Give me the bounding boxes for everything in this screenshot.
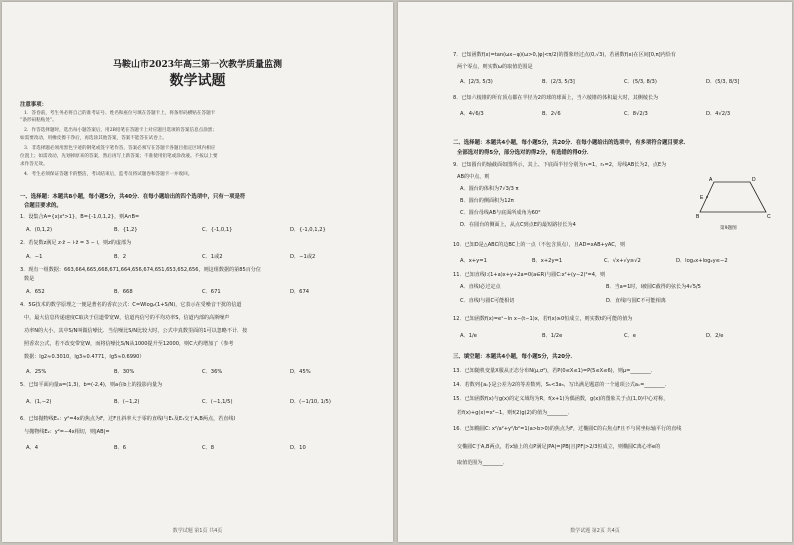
question-1: 1．设集合A={x|x²>1}，B={-1,0,1,2}，则A∩B= <box>20 214 140 220</box>
option: D．10 <box>290 445 306 451</box>
question-4-cont-1: 中，最大信息传递速度C取决于信道带宽W，信道内信号的平均功率S，信道内部的高斯噪声 <box>24 315 230 321</box>
section-1-heading-cont: 合题目要求的。 <box>24 203 62 209</box>
question-3-cont: 数是 <box>24 276 35 282</box>
option: D．(5/3, 8/3] <box>706 79 740 85</box>
option: C．(−1,1/5) <box>202 399 233 405</box>
option: A．−1 <box>26 254 43 260</box>
option: A．1/e <box>460 333 477 339</box>
question-3: 3．现有一组数据：663,664,665,668,671,664,656,674,651,653,652,656，则这组数据的第85百分位 <box>20 267 261 273</box>
point-label-e: E <box>700 195 704 201</box>
question-4: 4．5G技术的数学原理之一便是著名的香农公式：C=Wlog₂(1+S/N)，它表示在受噪音干扰的信道 <box>20 302 242 308</box>
exam-page-1 <box>2 2 393 542</box>
option: A．(1,−2) <box>26 399 52 405</box>
question-16-cont-2: 取值范围为________． <box>457 460 508 466</box>
option: C．e <box>624 333 637 339</box>
option: C．{-1,0,1} <box>202 227 233 233</box>
option: A．[2/3, 5/3) <box>460 79 493 85</box>
question-9-option-d: D．在圆台的侧面上，从点C到点E的最短路径长为4 <box>460 222 576 228</box>
section-2-heading-cont: 全部选对的得5分，部分选对的得2分，有选错的得0分． <box>457 150 593 156</box>
exam-subtitle: 数学试题 <box>169 73 226 89</box>
option: C．36% <box>202 369 223 375</box>
question-15: 15．已知函数f(x)与g(x)的定义域均为R，f(x+1)为偶函数，g(x)的图象关于点(1,0)中心对称， <box>453 396 669 402</box>
option: B．2 <box>114 254 127 260</box>
question-14: 14．若数列{aₙ}是公差为2的等差数列，S₅<3a₃，写出满足题意的一个通项公式aₙ=________． <box>453 382 670 388</box>
vertex-label-a: A <box>709 177 713 183</box>
question-11: 11．已知直线l:(1+a)x+y+2a=0(a∈R)与圆C:x²+(y−2)²=4，则 <box>453 272 606 278</box>
option: B．x+2y=1 <box>532 258 563 264</box>
option: B．(2/3, 5/3] <box>542 79 575 85</box>
option: A．x+y=1 <box>460 258 487 264</box>
option: B．2√6 <box>542 111 561 117</box>
question-11-option-d: D．直线l与圆C不可能相离 <box>606 298 666 304</box>
question-7-cont: 两个零点，则实数ω的取值范围是 <box>457 64 533 70</box>
question-4-cont-3: 照香农公式，若不改变带宽W，而将信噪比S/N从1000提升至12000，则C大约增加了（参考 <box>24 341 234 347</box>
question-2: 2．若复数z满足 z·z̄ − i·z̄ = 3 − i，则z的虚部为 <box>20 240 132 246</box>
vertex-label-b: B <box>696 214 700 220</box>
vertex-label-c: C <box>767 214 771 220</box>
option: D．{-1,0,1,2} <box>290 227 326 233</box>
question-11-option-b: B．当a=1时，l被圆C截得的弦长为4√5/5 <box>606 284 701 290</box>
notice-line-8: 4．考生必须保证答题卡的整洁，考试结束后，监考员将试题卷和答题卡一并收回。 <box>24 172 193 177</box>
option: D．674 <box>290 289 310 295</box>
question-11-option-a: A．直线l必过定点 <box>460 284 501 290</box>
question-9-option-c: C．圆台母线AB与底面所成角为60° <box>460 210 541 216</box>
question-9: 9．已知圆台的轴截面如图所示，其上、下底面半径分别为r₁=1，r₂=2，母线AB长为2，点E为 <box>453 162 667 168</box>
option: B．1/2e <box>542 333 563 339</box>
option: C．8 <box>202 445 215 451</box>
option: A．25% <box>26 369 47 375</box>
notice-line-3: 2．作答选择题时，选出每小题答案后，用2B铅笔在答题卡上对应题目选项的答案信息点涂黑； <box>24 128 217 133</box>
question-16: 16．已知椭圆C: x²/a²+y²/b²=1(a>b>0)的焦点为F，过椭圆C的右焦点F且不与同坐标轴平行的直线 <box>453 426 682 432</box>
section-2-heading: 二、选择题：本题共4小题，每小题5分，共20分．在每小题给出的选项中，有多项符合题目要求． <box>453 140 690 146</box>
option: C．√x+√y≥√2 <box>604 258 641 264</box>
option: C．(5/3, 8/3) <box>624 79 657 85</box>
option: B．6 <box>114 445 127 451</box>
notice-heading: 注意事项： <box>20 102 47 108</box>
section-1-heading: 一、选择题：本题共8小题，每小题5分，共40分．在每小题给出的四个选项中，只有一项是符 <box>20 194 246 200</box>
notice-line-5: 3．非选择题必须用黑色字迹的钢笔或签字笔作答，答案必须写在答题卡各题目指定区域内相应 <box>24 146 216 151</box>
question-6: 6．已知抛物线E₁：y²=4x的焦点为F，过F且斜率大于零的直线l与E₁及E₁交于A,B两点，若直线l <box>20 416 235 422</box>
option: B．668 <box>114 289 133 295</box>
question-5: 5．已知平面向量a=(1,3)，b=(-2,4)，则a在b上的投影向量为 <box>20 382 163 388</box>
question-11-option-c: C．直线l与圆C可能相切 <box>460 298 515 304</box>
option: D．(−1/10, 1/5) <box>290 399 331 405</box>
option: D．−1或2 <box>290 254 316 260</box>
option: C．671 <box>202 289 221 295</box>
page-footer: 数学试题 第1页 共4页 <box>172 528 223 534</box>
question-9-option-b: B．圆台的侧面积为12π <box>460 198 514 204</box>
notice-line-2: “条形码粘贴处”。 <box>20 118 57 123</box>
option: A．(0,1,2) <box>26 227 52 233</box>
question-8: 8．已知六棱锥的所有顶点都在半径为2的球的球面上，当六棱锥的体积最大时，其侧棱长为 <box>453 95 659 101</box>
option: A．4√6/3 <box>460 111 484 117</box>
figure-caption: 第9题图 <box>720 226 737 231</box>
notice-line-7: 求作答无效。 <box>20 162 48 167</box>
notice-line-6: 位置上；如需改动，先划掉原来的答案，然后再写上新答案；不准使用铅笔或涂改液。不按以上要 <box>20 154 218 159</box>
exam-page-2 <box>398 2 792 542</box>
question-13: 13．已知随机变量X服从正态分布N(μ,σ²)，若P(0≤X≤1)=P(5≤X≤6)，则μ=________． <box>453 368 656 374</box>
vertex-label-d: D <box>752 177 756 183</box>
question-9-option-a: A．圆台的体积为7√3/3 π <box>460 186 519 192</box>
option: C．8√2/3 <box>624 111 648 117</box>
question-16-cont-1: 交椭圆C于A,B两点，若x轴上的点P满足|PA|=|PB|且|PF|>2/3恒成立，则椭圆C离心率e的 <box>457 444 661 450</box>
section-3-heading: 三、填空题：本题共4小题，每小题5分，共20分． <box>453 354 576 360</box>
option: B．{1,2} <box>114 227 138 233</box>
trapezoid-figure <box>696 174 776 224</box>
question-9-cont: AB的中点，则 <box>457 174 490 180</box>
option: D．45% <box>290 369 311 375</box>
notice-line-1: 1．答卷前，考生务必将自己的准考证号、姓名和座位号填在答题卡上，将条形码横贴在答题卡 <box>24 111 216 116</box>
exam-title: 马鞍山市2023年高三第一次教学质量监测 <box>112 60 283 70</box>
option: D．log₂x+log₂y≤−2 <box>676 258 728 264</box>
option: C．1或2 <box>202 254 223 260</box>
page-footer: 数学试题 第2页 共4页 <box>570 528 620 534</box>
option: D．2/e <box>706 333 724 339</box>
question-7: 7．已知函数f(x)=tan(ωx−φ)(ω>0,|φ|<π/2)的图象经过点(0,√3)，若函数f(x)在区间[0,π]内恰有 <box>453 52 676 58</box>
option: A．4 <box>26 445 39 451</box>
question-4-cont-4: 数据：lg2≈0.3010，lg3≈0.4771，lg5≈0.6990） <box>24 354 145 360</box>
option: D．4√2/3 <box>706 111 731 117</box>
option: B．30% <box>114 369 135 375</box>
question-12: 12．已知函数f(x)=eˣ−ln x−(t−1)x，若f(x)≥0恒成立，则实数t的可能的值为 <box>453 316 633 322</box>
notice-line-4: 如需要改动，用橡皮擦干净后，再选涂其他答案，答案不能答在试卷上。 <box>20 136 168 141</box>
question-15-cont: 若f(x)+g(x)=x²−1，则f(2)g(2)的值为________． <box>457 410 573 416</box>
option: A．652 <box>26 289 45 295</box>
option: B．(−1,2) <box>114 399 140 405</box>
question-10: 10．已知D是△ABC的边BC上的一点（不包含顶点），且AD=xAB+yAC，则 <box>453 242 626 248</box>
question-4-cont-2: 功率N的大小，其中S/N叫做信噪比．当信噪比S/N比较大时，公式中真数里面的1可以忽略不计．按 <box>24 328 248 334</box>
question-6-cont: 与抛物线E₂：y²=−4x相切，则|AB|= <box>24 429 110 435</box>
